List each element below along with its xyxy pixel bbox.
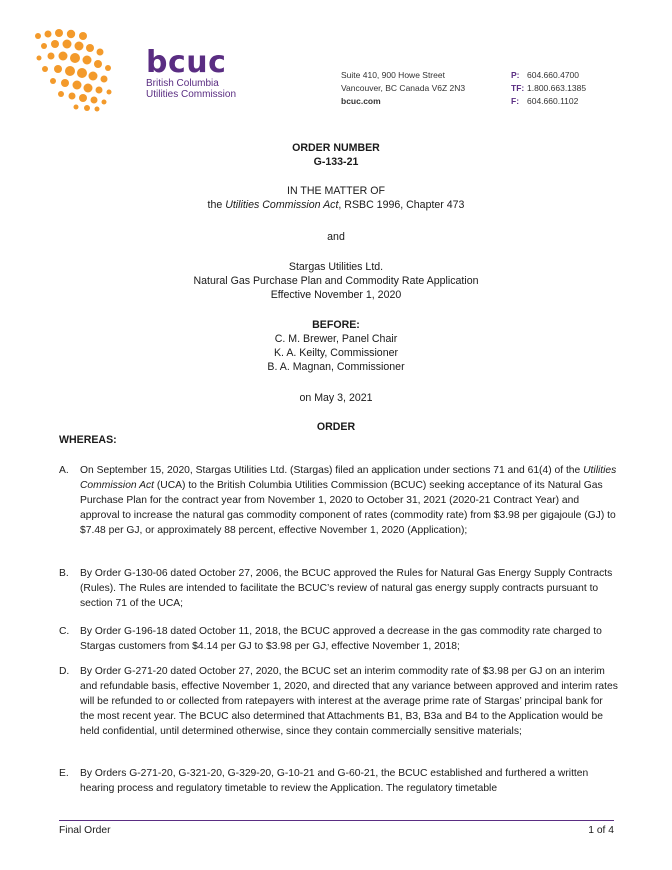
recital-b: [59, 566, 619, 611]
act-reference: [0, 198, 672, 212]
page-number: 1 of 4: [588, 825, 614, 836]
footer-divider: [59, 820, 614, 821]
recital-text: By Order G-196-18 dated October 11, 2018, the BCUC approved a decrease in the gas commodity rate charged to Stargas customers from $4.14 per GJ to $3.98 per GJ, effective November 1, 2018;: [80, 626, 602, 652]
act-prefix: the: [207, 199, 226, 211]
recital-text: On September 15, 2020, Stargas Utilities Ltd. (Stargas) filed an application under sections 71 and 61(4) of the: [80, 465, 584, 476]
effective-date: Effective November 1, 2020: [270, 289, 402, 301]
recital-a: [59, 463, 619, 538]
party-name: Stargas Utilities Ltd.: [288, 261, 384, 273]
org-name-line1: British Columbia: [146, 78, 219, 89]
tollfree-label: TF:: [511, 83, 525, 93]
whereas-heading: WHEREAS:: [59, 434, 117, 446]
act-name: Utilities Commission Act: [225, 199, 339, 211]
recital-e: [59, 766, 619, 796]
address-line2: Vancouver, BC Canada V6Z 2N3: [341, 83, 466, 93]
website-link[interactable]: bcuc.com: [341, 96, 381, 106]
matter-heading: IN THE MATTER OF: [287, 185, 385, 197]
recital-c: [59, 624, 619, 654]
panel-member: B. A. Magnan, Commissioner: [267, 361, 405, 373]
recital-letter: B.: [59, 568, 69, 579]
application-title: Natural Gas Purchase Plan and Commodity Rate Application: [193, 275, 479, 287]
recital-text: By Order G-130-06 dated October 27, 2006, the BCUC approved the Rules for Natural Gas Energy Supply Contracts (Rules). The Rules are intended to facilitate the BCUC’s review of natural gas energy supply contracts pursuant to section 71 of the UCA;: [80, 568, 613, 609]
recital-act-name: Utilities Commission Act: [80, 465, 617, 491]
order-number-heading: ORDER NUMBER: [292, 142, 380, 154]
recital-d: [59, 664, 619, 739]
recital-letter: D.: [59, 666, 70, 677]
phone-number: 604.660.4700: [527, 70, 579, 80]
recital-letter: A.: [59, 465, 69, 476]
recital-text: By Orders G-271-20, G-321-20, G-329-20, G-10-21 and G-60-21, the BCUC established and furthered a written hearing process and regulatory timetable to review the Application. The regulatory timetable: [80, 768, 589, 794]
tollfree-number: 1.800.663.1385: [527, 83, 587, 93]
recital-letter: E.: [59, 768, 69, 779]
fax-number: 604.660.1102: [527, 96, 579, 106]
phone-label: P:: [511, 70, 520, 80]
order-date: on May 3, 2021: [299, 392, 373, 404]
address-line1: Suite 410, 900 Howe Street: [341, 70, 445, 80]
panel-member: C. M. Brewer, Panel Chair: [274, 333, 398, 345]
logo-wordmark: bcuc: [146, 45, 227, 80]
and-text: and: [327, 231, 345, 243]
recital-text: (UCA) to the British Columbia Utilities Commission (BCUC) seeking acceptance of its Natural Gas Purchase Plan for the contract year from November 1, 2020 to October 31, 2021 (2020-21 Contract Year) and approval to increase the natural gas commodity component of rates (commodity rate) from $3.98 per gigajoule (GJ) to $7.48 per GJ, or approximately 88 percent, effective November 1, 2020 (Application);: [80, 480, 616, 536]
fax-label: F:: [511, 96, 520, 106]
before-heading: BEFORE:: [312, 319, 360, 331]
address-block: [341, 69, 465, 108]
phone-block: [511, 69, 586, 108]
order-heading: ORDER: [316, 421, 356, 433]
bcuc-logo-dots: [30, 28, 140, 113]
act-suffix: , RSBC 1996, Chapter 473: [338, 199, 465, 211]
footer-label: Final Order: [59, 825, 111, 836]
panel-member: K. A. Keilty, Commissioner: [273, 347, 399, 359]
recital-text: By Order G-271-20 dated October 27, 2020, the BCUC set an interim commodity rate of $3.98 per GJ on an interim and refundable basis, effective November 1, 2020, and directed that any variance between approved and interim rates will be refunded to or collected from ratepayers with interest at the average prime rate of Stargas’ principal bank for the most recent year. The BCUC also determined that Attachments B1, B3, B3a and B4 to the Application would be held confidential, until determined otherwise, since they contain commercially sensitive materials;: [80, 666, 618, 737]
bcuc-brand: [146, 45, 237, 100]
org-name-line2: Utilities Commission: [146, 89, 237, 100]
order-number: G-133-21: [313, 156, 359, 168]
recital-letter: C.: [59, 626, 70, 637]
